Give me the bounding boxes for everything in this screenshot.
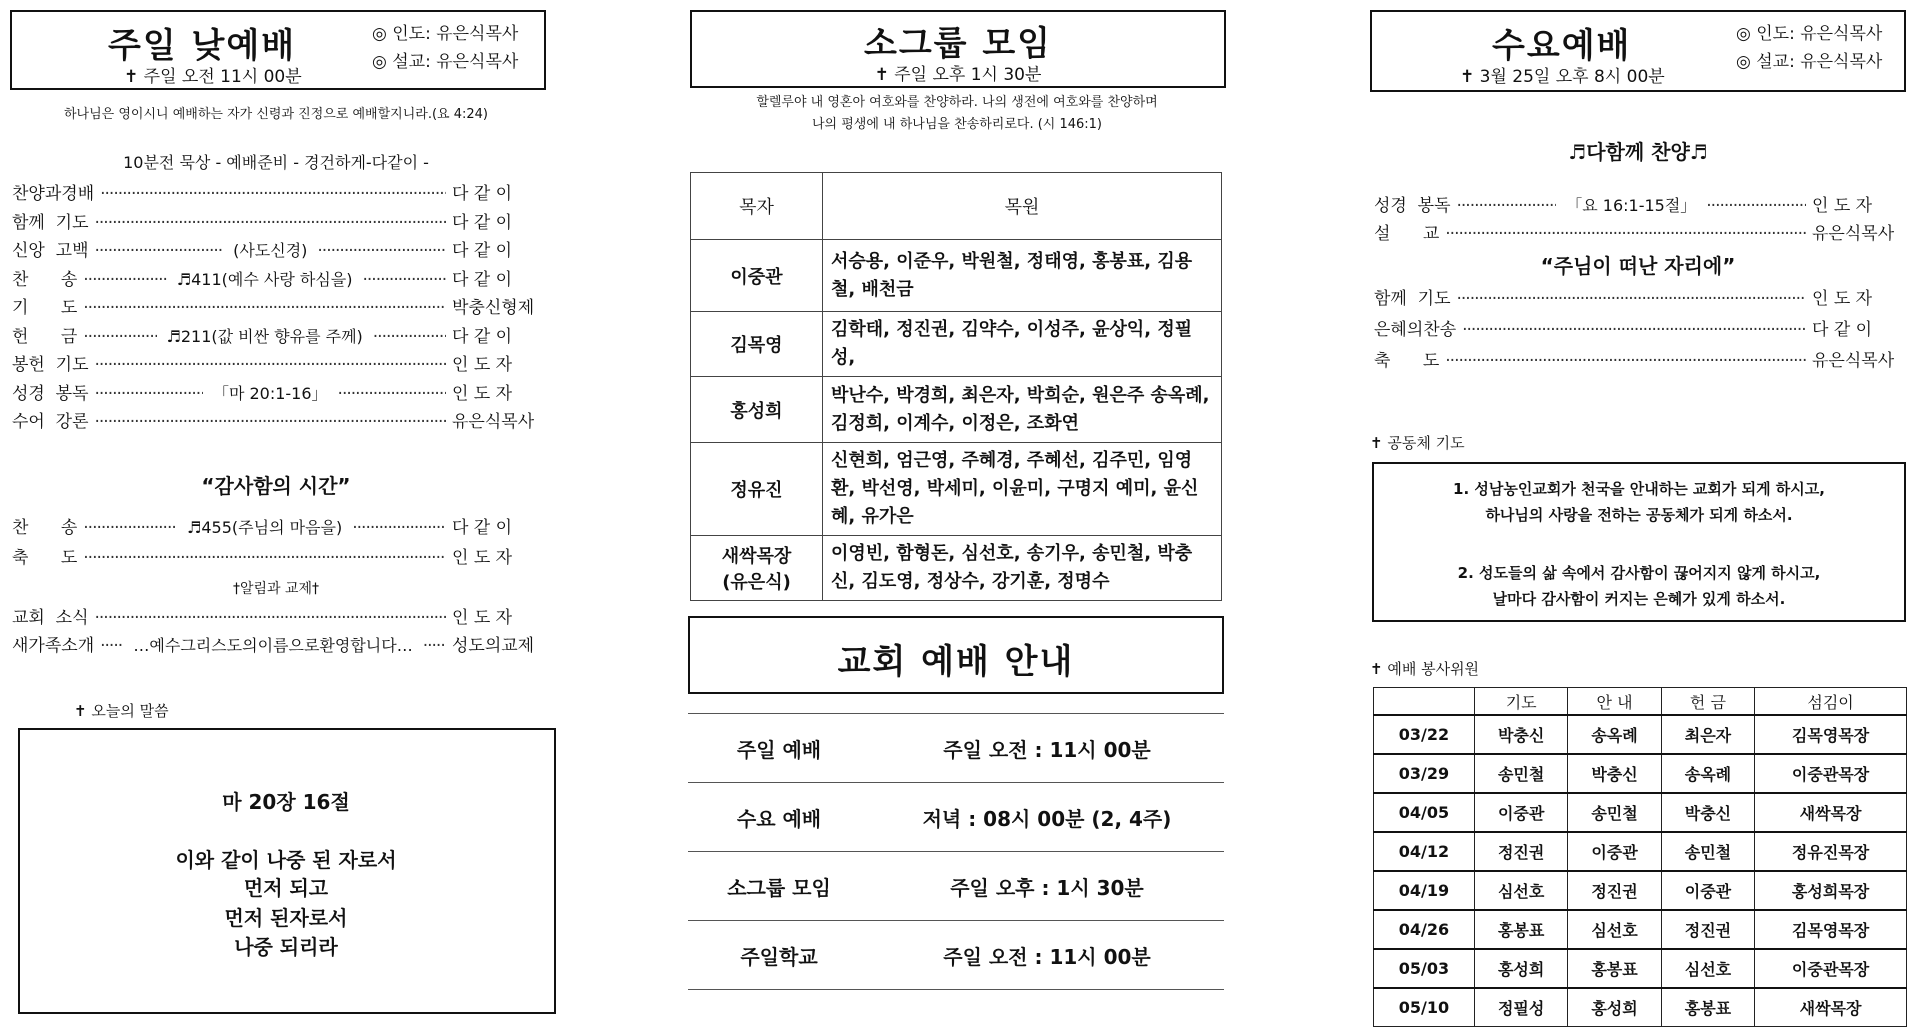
- schedule-row: [688, 852, 1224, 921]
- duty-date: 05/03: [1374, 949, 1475, 988]
- wednesday-order2-person: 유은식목사: [1812, 351, 1895, 371]
- wednesday-service-title-box: [1370, 10, 1906, 92]
- small-group-row: [691, 240, 1222, 312]
- wednesday-order2-row: [1374, 347, 1904, 375]
- sunday-order-row: [12, 266, 544, 294]
- prayer-2-line-1: 2. 성도들의 삶 속에서 감사함이 끊어지지 않게 하시고,: [1457, 564, 1821, 582]
- sunday-order-label: 신앙 고백: [12, 241, 89, 261]
- wednesday-order-row: [1374, 192, 1904, 220]
- notice-order-person: 인 도 자: [452, 608, 513, 628]
- thanks-order-row: [12, 544, 544, 572]
- schedule-time: 주일 오전 : 11시 00분: [870, 921, 1224, 990]
- duty-person: 심선호: [1474, 871, 1567, 910]
- group-members: 김학태, 정진권, 김약수, 이성주, 윤상익, 정필성,: [823, 312, 1222, 377]
- sunday-order-label: 기 도: [12, 298, 78, 318]
- leader-dots: [1462, 316, 1806, 344]
- prayer-1-line-2: 하나님의 사랑을 전하는 공동체가 되게 하소서.: [1485, 506, 1793, 524]
- small-group-title-box: [690, 10, 1226, 88]
- community-prayer-heading: ✝ 공동체 기도: [1370, 434, 1465, 452]
- leader-dots: [95, 380, 203, 408]
- sunday-order-label: 헌 금: [12, 326, 78, 347]
- leader-dots: [1457, 192, 1557, 220]
- sunday-order-label: 성경 봉독: [12, 383, 89, 404]
- group-members: 박난수, 박경희, 최은자, 박희순, 원은주 송옥례, 김정희, 이계수, 이정은, 조화연: [823, 377, 1222, 443]
- sunday-service-leader: ◎ 인도: 유은식목사: [372, 24, 519, 44]
- duty-person: 이중관목장: [1755, 754, 1907, 793]
- sunday-service-time: ✝ 주일 오전 11시 00분: [124, 67, 302, 87]
- leader-dots: [423, 632, 446, 660]
- sunday-order-person: 인 도 자: [451, 383, 513, 404]
- leader-dots: [338, 380, 446, 408]
- schedule-service: 주일 예배: [688, 714, 870, 783]
- leader-dots: [83, 294, 446, 322]
- notice-order-detail: …예수그리스도의이름으로환영합니다…: [133, 636, 413, 655]
- prep-line: 10분전 묵상 - 예배준비 - 경건하게-다같이 -: [123, 153, 429, 172]
- duty-person: 이중관목장: [1755, 949, 1907, 988]
- praise-together-heading: ♬다함께 찬양♬: [1568, 140, 1708, 164]
- leader-dots: [352, 514, 446, 542]
- duty-column-header: 헌 금: [1661, 688, 1754, 716]
- small-group-table: [690, 172, 1222, 601]
- wednesday-order-row: [1374, 220, 1904, 248]
- duty-column-header: 안 내: [1568, 688, 1661, 716]
- leader-dots: [95, 209, 447, 237]
- duty-row: [1374, 754, 1907, 793]
- duty-person: 새싹목장: [1755, 988, 1907, 1027]
- duty-person: 박충신: [1568, 754, 1661, 793]
- duty-person: 정진권: [1568, 871, 1661, 910]
- wednesday-service-title: 수요예배: [1492, 26, 1632, 66]
- duty-person: 홍봉표: [1568, 949, 1661, 988]
- wednesday-order2-label: 함께 기도: [1374, 289, 1451, 309]
- duty-row: [1374, 871, 1907, 910]
- schedule-service: 수요 예배: [688, 783, 870, 852]
- prayer-1-line-1: 1. 성남농인교회가 천국을 안내하는 교회가 되게 하시고,: [1453, 480, 1825, 498]
- todays-word-line-4: 나중 되리라: [234, 935, 338, 959]
- notice-order-label: 새가족소개: [12, 636, 95, 656]
- duty-date: 03/22: [1374, 715, 1475, 754]
- thanks-order-person: 다 같 이: [451, 518, 513, 538]
- wednesday-order2-row: [1374, 316, 1904, 344]
- notice-order-person: 성도의교제: [451, 636, 535, 656]
- wednesday-order2-label: 은혜의찬송: [1374, 320, 1457, 340]
- leader-dots: [83, 323, 156, 351]
- group-members: 이영빈, 함형돈, 심선호, 송기우, 송민철, 박충신, 김도영, 정상수, 강기훈, 정명수: [823, 536, 1222, 601]
- sunday-verse: 하나님은 영이시니 예배하는 자가 신령과 진정으로 예배할지니라.(요 4:24): [63, 107, 489, 122]
- todays-word-heading: ✝ 오늘의 말씀: [60, 700, 183, 721]
- sunday-order-label: 찬 송: [12, 269, 78, 290]
- wednesday-order2-person: 인 도 자: [1812, 289, 1873, 309]
- leader-dots: [373, 323, 446, 351]
- sunday-order-row: [12, 237, 544, 265]
- duty-person: 김목영목장: [1755, 715, 1907, 754]
- group-leader: 김목영: [691, 312, 823, 377]
- duty-person: 심선호: [1568, 910, 1661, 949]
- duty-row: [1374, 832, 1907, 871]
- duty-row: [1374, 949, 1907, 988]
- sunday-order-label: 수어 강론: [12, 412, 89, 432]
- sunday-order-person: 박충신형제: [452, 298, 535, 318]
- wednesday-order-label: 성경 봉독: [1374, 196, 1451, 216]
- duty-person: 홍봉표: [1661, 988, 1754, 1027]
- leader-dots: [363, 266, 446, 294]
- small-group-row: [691, 312, 1222, 377]
- sunday-order-row: [12, 351, 544, 379]
- duty-row: [1374, 715, 1907, 754]
- leader-dots: [83, 544, 446, 572]
- small-group-verse-2: 나의 평생에 내 하나님을 찬송하리로다. (시 146:1): [811, 117, 1103, 132]
- service-volunteers-heading: ✝ 예배 봉사위원: [1370, 660, 1480, 678]
- duty-row: [1374, 793, 1907, 832]
- duty-person: 송옥례: [1661, 754, 1754, 793]
- prayer-2-line-2: 날마다 감사함이 커지는 은혜가 있게 하소서.: [1492, 590, 1786, 608]
- sunday-order-label: 찬양과경배: [12, 184, 95, 204]
- duty-date: 04/12: [1374, 832, 1475, 871]
- leader-column-header: 목자: [691, 173, 823, 240]
- leader-dots: [83, 514, 177, 542]
- sunday-order-person: 다 같 이: [452, 326, 513, 347]
- notice-title: †알림과 교제†: [232, 581, 320, 597]
- duty-person: 송민철: [1568, 793, 1661, 832]
- duty-person: 송민철: [1661, 832, 1754, 871]
- thanks-title: “감사함의 시간”: [201, 474, 351, 498]
- worship-guide-title-box: [688, 616, 1224, 694]
- sunday-order-person: 다 같 이: [452, 241, 513, 261]
- duty-person: 정진권: [1474, 832, 1567, 871]
- duty-person: 김목영목장: [1755, 910, 1907, 949]
- schedule-row: [688, 783, 1224, 852]
- leader-dots: [95, 604, 447, 632]
- duty-column-header: [1374, 688, 1475, 716]
- thanks-order-label: 찬 송: [12, 518, 78, 538]
- notice-order-row: [12, 632, 544, 660]
- duty-date: 04/19: [1374, 871, 1475, 910]
- sunday-order-person: 다 같 이: [452, 184, 513, 204]
- thanks-order-row: [12, 514, 544, 542]
- thanks-order-label: 축 도: [12, 548, 78, 568]
- leader-dots: [1457, 285, 1807, 313]
- small-group-row: [691, 377, 1222, 443]
- notice-order-row: [12, 604, 544, 632]
- worship-schedule-table: [688, 713, 1224, 990]
- sunday-order-detail: 「마 20:1-16」: [212, 383, 328, 403]
- leader-dots: [95, 351, 447, 379]
- small-group-title: 소그룹 모임: [863, 24, 1053, 64]
- group-leader: 새싹목장 (유은식): [691, 536, 823, 601]
- sunday-service-title: 주일 낮예배: [108, 26, 297, 66]
- duty-person: 정진권: [1661, 910, 1754, 949]
- duty-person: 박충신: [1474, 715, 1567, 754]
- duty-person: 박충신: [1661, 793, 1754, 832]
- sermon-title: “주님이 떠난 자리에”: [1540, 254, 1736, 278]
- group-leader: 홍성희: [691, 377, 823, 443]
- group-leader: 이중관: [691, 240, 823, 312]
- sunday-order-detail: ♬211(값 비싼 향유를 주께): [166, 326, 363, 346]
- sunday-order-row: [12, 408, 544, 436]
- duty-row: [1374, 910, 1907, 949]
- duty-person: 송민철: [1474, 754, 1567, 793]
- leader-dots: [95, 237, 224, 265]
- leader-dots: [95, 408, 447, 436]
- sunday-order-row: [12, 380, 544, 408]
- duty-row: [1374, 988, 1907, 1027]
- sunday-order-person: 인 도 자: [452, 355, 513, 375]
- leader-dots: [317, 237, 446, 265]
- small-group-time: ✝ 주일 오후 1시 30분: [874, 65, 1042, 85]
- sunday-order-row: [12, 209, 544, 237]
- sunday-order-row: [12, 180, 544, 208]
- leader-dots: [1445, 347, 1806, 375]
- duty-date: 03/29: [1374, 754, 1475, 793]
- sunday-order-person: 다 같 이: [451, 269, 513, 290]
- todays-word-line-3: 먼저 된자로서: [224, 906, 348, 930]
- group-leader: 정유진: [691, 443, 823, 536]
- duty-column-header: 기도: [1474, 688, 1567, 716]
- sunday-service-preacher: ◎ 설교: 유은식목사: [372, 52, 519, 72]
- thanks-order-person: 인 도 자: [452, 548, 513, 568]
- small-group-row: [691, 443, 1222, 536]
- sunday-order-label: 함께 기도: [12, 212, 89, 233]
- sunday-order-detail: (사도신경): [233, 241, 308, 260]
- sunday-service-title-box: [10, 10, 546, 90]
- todays-word-reference: 마 20장 16절: [222, 790, 350, 814]
- worship-guide-title: 교회 예배 안내: [837, 642, 1075, 682]
- duty-person: 송옥례: [1568, 715, 1661, 754]
- wednesday-order2-label: 축 도: [1374, 351, 1440, 371]
- schedule-row: [688, 714, 1224, 783]
- duty-person: 이중관: [1568, 832, 1661, 871]
- wednesday-order-person: 인 도 자: [1812, 196, 1873, 216]
- duty-column-header: 섬김이: [1755, 688, 1907, 716]
- schedule-service: 소그룹 모임: [688, 852, 870, 921]
- schedule-time: 저녁 : 08시 00분 (2, 4주): [870, 783, 1224, 852]
- leader-dots: [100, 632, 123, 660]
- wednesday-service-preacher: ◎ 설교: 유은식목사: [1736, 52, 1883, 72]
- group-members: 신현희, 엄근영, 주혜경, 주혜선, 김주민, 임영환, 박선영, 박세미, 이윤미, 구명지 예미, 윤신혜, 유가은: [823, 443, 1222, 536]
- leader-dots: [100, 180, 446, 208]
- sunday-order-row: [12, 294, 544, 322]
- duty-person: 최은자: [1661, 715, 1754, 754]
- todays-word-line-2: 먼저 되고: [243, 876, 329, 900]
- duty-person: 홍성희: [1474, 949, 1567, 988]
- duty-person: 홍성희목장: [1755, 871, 1907, 910]
- small-group-verse-1: 할렐루야 내 영혼아 여호와를 찬양하라. 나의 생전에 여호와를 찬양하며: [756, 95, 1158, 110]
- schedule-service: 주일학교: [688, 921, 870, 990]
- duty-person: 정필성: [1474, 988, 1567, 1027]
- service-volunteers-table: [1373, 687, 1907, 1027]
- duty-person: 홍성희: [1568, 988, 1661, 1027]
- duty-person: 이중관: [1661, 871, 1754, 910]
- sunday-order-person: 다 같 이: [452, 212, 513, 233]
- members-column-header: 목원: [823, 173, 1222, 240]
- group-members: 서승용, 이준우, 박원철, 정태영, 홍봉표, 김용철, 배천금: [823, 240, 1222, 312]
- small-group-row: [691, 536, 1222, 601]
- wednesday-order2-row: [1374, 285, 1904, 313]
- duty-date: 04/26: [1374, 910, 1475, 949]
- duty-person: 홍봉표: [1474, 910, 1567, 949]
- wednesday-service-leader: ◎ 인도: 유은식목사: [1736, 24, 1883, 44]
- todays-word-line-1: 이와 같이 나중 된 자로서: [175, 848, 397, 872]
- wednesday-order-detail: 「요 16:1-15절」: [1566, 196, 1697, 215]
- wednesday-order-person: 유은식목사: [1812, 224, 1895, 244]
- duty-date: 04/05: [1374, 793, 1475, 832]
- leader-dots: [1445, 220, 1806, 248]
- wednesday-service-time: ✝ 3월 25일 오후 8시 00분: [1460, 67, 1665, 87]
- notice-order-label: 교회 소식: [12, 608, 89, 628]
- wednesday-order-label: 설 교: [1374, 224, 1440, 244]
- sunday-order-detail: ♬411(예수 사랑 하심을): [176, 269, 353, 289]
- duty-person: 새싹목장: [1755, 793, 1907, 832]
- sunday-order-row: [12, 323, 544, 351]
- sunday-order-person: 유은식목사: [452, 412, 535, 432]
- sunday-order-label: 봉헌 기도: [12, 355, 89, 375]
- duty-person: 심선호: [1661, 949, 1754, 988]
- schedule-time: 주일 오후 : 1시 30분: [870, 852, 1224, 921]
- duty-person: 정유진목장: [1755, 832, 1907, 871]
- leader-dots: [83, 266, 166, 294]
- schedule-row: [688, 921, 1224, 990]
- duty-date: 05/10: [1374, 988, 1475, 1027]
- thanks-order-detail: ♬455(주님의 마음을): [187, 518, 343, 537]
- duty-person: 이중관: [1474, 793, 1567, 832]
- leader-dots: [1706, 192, 1806, 220]
- wednesday-order2-person: 다 같 이: [1812, 320, 1873, 340]
- schedule-time: 주일 오전 : 11시 00분: [870, 714, 1224, 783]
